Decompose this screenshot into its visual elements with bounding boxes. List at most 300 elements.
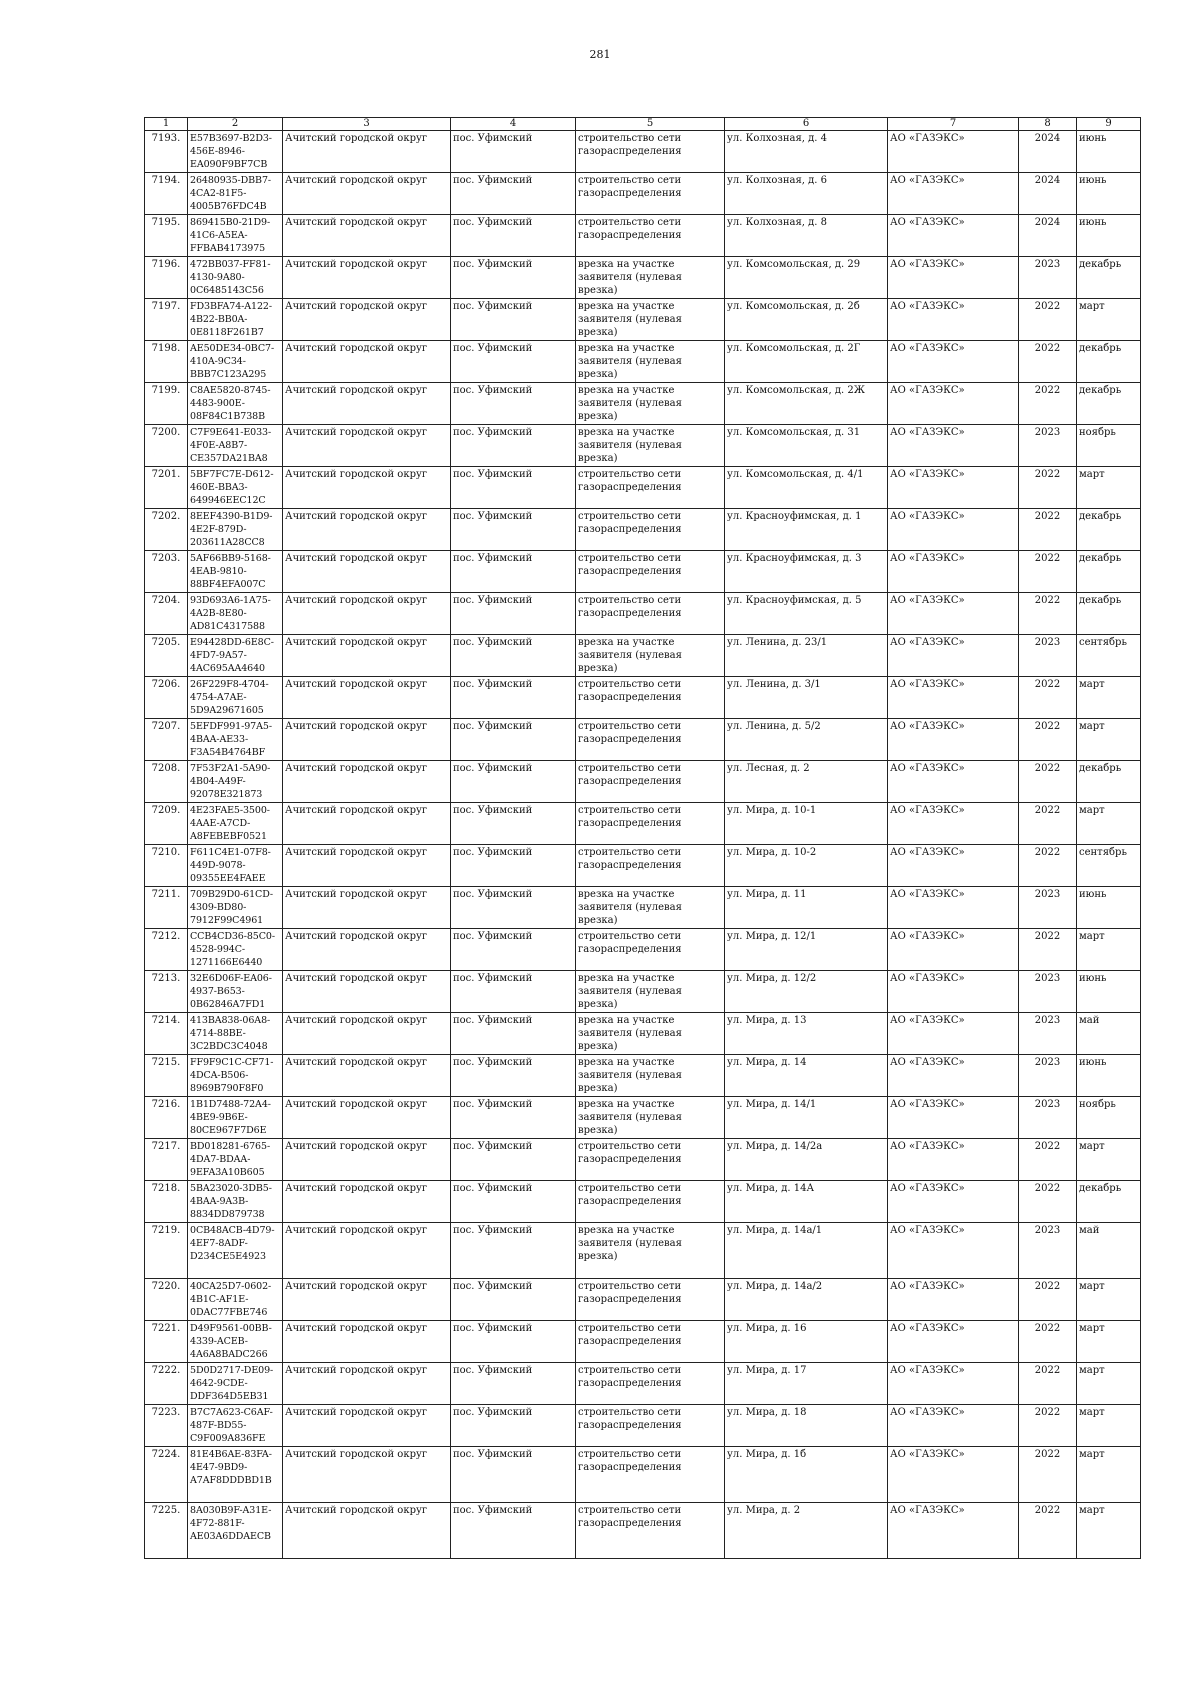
year-cell: 2023 bbox=[1019, 257, 1077, 299]
guid-cell: 5BF7FC7E-D612-460E-BBA3-649946EEC12C bbox=[188, 467, 283, 509]
settlement-cell: пос. Уфимский bbox=[451, 1139, 576, 1181]
settlement-cell: пос. Уфимский bbox=[451, 1503, 576, 1559]
address-cell: ул. Мира, д. 2 bbox=[725, 1503, 888, 1559]
row-number-cell: 7204. bbox=[145, 593, 188, 635]
address-cell: ул. Ленина, д. 3/1 bbox=[725, 677, 888, 719]
district-cell: Ачитский городской округ bbox=[283, 1503, 451, 1559]
table-row bbox=[145, 1405, 1141, 1447]
work-type-cell: строительство сети газораспределения bbox=[576, 593, 725, 635]
column-header: 2 bbox=[188, 118, 283, 131]
table-row bbox=[145, 383, 1141, 425]
guid-cell: 4E23FAE5-3500-4AAE-A7CD-A8FEBEBF0521 bbox=[188, 803, 283, 845]
organization-cell: АО «ГАЗЭКС» bbox=[888, 1321, 1019, 1363]
district-cell: Ачитский городской округ bbox=[283, 509, 451, 551]
district-cell: Ачитский городской округ bbox=[283, 635, 451, 677]
month-cell: март bbox=[1077, 677, 1141, 719]
work-type-cell: врезка на участке заявителя (нулевая врезка) bbox=[576, 1097, 725, 1139]
settlement-cell: пос. Уфимский bbox=[451, 677, 576, 719]
guid-cell: BD018281-6765-4DA7-BDAA-9EFA3A10B605 bbox=[188, 1139, 283, 1181]
address-cell: ул. Мира, д. 14/1 bbox=[725, 1097, 888, 1139]
organization-cell: АО «ГАЗЭКС» bbox=[888, 341, 1019, 383]
guid-cell: C8AE5820-8745-4483-900E-08F84C1B738B bbox=[188, 383, 283, 425]
guid-cell: 1B1D7488-72A4-4BE9-9B6E-80CE967F7D6E bbox=[188, 1097, 283, 1139]
guid-cell: 8A030B9F-A31E-4F72-881F-AE03A6DDAECB bbox=[188, 1503, 283, 1559]
guid-cell: 26480935-DBB7-4CA2-81F5-4005B76FDC4B bbox=[188, 173, 283, 215]
organization-cell: АО «ГАЗЭКС» bbox=[888, 887, 1019, 929]
district-cell: Ачитский городской округ bbox=[283, 383, 451, 425]
year-cell: 2023 bbox=[1019, 635, 1077, 677]
month-cell: март bbox=[1077, 803, 1141, 845]
guid-cell: 709B29D0-61CD-4309-BD80-7912F99C4961 bbox=[188, 887, 283, 929]
organization-cell: АО «ГАЗЭКС» bbox=[888, 719, 1019, 761]
month-cell: декабрь bbox=[1077, 551, 1141, 593]
column-header: 1 bbox=[145, 118, 188, 131]
address-cell: ул. Мира, д. 14а/2 bbox=[725, 1279, 888, 1321]
district-cell: Ачитский городской округ bbox=[283, 719, 451, 761]
month-cell: март bbox=[1077, 1139, 1141, 1181]
table-row bbox=[145, 887, 1141, 929]
month-cell: декабрь bbox=[1077, 383, 1141, 425]
month-cell: июнь bbox=[1077, 131, 1141, 173]
table-row bbox=[145, 299, 1141, 341]
guid-cell: FF9F9C1C-CF71-4DCA-B506-8969B790F8F0 bbox=[188, 1055, 283, 1097]
district-cell: Ачитский городской округ bbox=[283, 1279, 451, 1321]
table-row bbox=[145, 551, 1141, 593]
year-cell: 2024 bbox=[1019, 173, 1077, 215]
table-row bbox=[145, 677, 1141, 719]
address-cell: ул. Ленина, д. 5/2 bbox=[725, 719, 888, 761]
table-row bbox=[145, 341, 1141, 383]
year-cell: 2023 bbox=[1019, 971, 1077, 1013]
guid-cell: 413BA838-06A8-4714-88BE-3C2BDC3C4048 bbox=[188, 1013, 283, 1055]
settlement-cell: пос. Уфимский bbox=[451, 1363, 576, 1405]
month-cell: май bbox=[1077, 1223, 1141, 1279]
table-row bbox=[145, 803, 1141, 845]
work-type-cell: врезка на участке заявителя (нулевая врезка) bbox=[576, 1055, 725, 1097]
organization-cell: АО «ГАЗЭКС» bbox=[888, 509, 1019, 551]
row-number-cell: 7211. bbox=[145, 887, 188, 929]
organization-cell: АО «ГАЗЭКС» bbox=[888, 1223, 1019, 1279]
month-cell: декабрь bbox=[1077, 341, 1141, 383]
work-type-cell: врезка на участке заявителя (нулевая врезка) bbox=[576, 257, 725, 299]
row-number-cell: 7220. bbox=[145, 1279, 188, 1321]
district-cell: Ачитский городской округ bbox=[283, 257, 451, 299]
organization-cell: АО «ГАЗЭКС» bbox=[888, 299, 1019, 341]
year-cell: 2022 bbox=[1019, 551, 1077, 593]
settlement-cell: пос. Уфимский bbox=[451, 971, 576, 1013]
row-number-cell: 7194. bbox=[145, 173, 188, 215]
settlement-cell: пос. Уфимский bbox=[451, 1321, 576, 1363]
year-cell: 2023 bbox=[1019, 887, 1077, 929]
settlement-cell: пос. Уфимский bbox=[451, 1013, 576, 1055]
month-cell: июнь bbox=[1077, 1055, 1141, 1097]
column-header: 8 bbox=[1019, 118, 1077, 131]
organization-cell: АО «ГАЗЭКС» bbox=[888, 1363, 1019, 1405]
month-cell: июнь bbox=[1077, 971, 1141, 1013]
month-cell: март bbox=[1077, 1447, 1141, 1503]
guid-cell: C7F9E641-E033-4F0E-A8B7-CE357DA21BA8 bbox=[188, 425, 283, 467]
work-type-cell: строительство сети газораспределения bbox=[576, 1321, 725, 1363]
organization-cell: АО «ГАЗЭКС» bbox=[888, 551, 1019, 593]
table-row bbox=[145, 1223, 1141, 1279]
guid-cell: 7F53F2A1-5A90-4B04-A49F-92078E321873 bbox=[188, 761, 283, 803]
guid-cell: 0CB48ACB-4D79-4EF7-8ADF-D234CE5E4923 bbox=[188, 1223, 283, 1279]
district-cell: Ачитский городской округ bbox=[283, 425, 451, 467]
row-number-cell: 7205. bbox=[145, 635, 188, 677]
settlement-cell: пос. Уфимский bbox=[451, 467, 576, 509]
month-cell: декабрь bbox=[1077, 257, 1141, 299]
settlement-cell: пос. Уфимский bbox=[451, 1279, 576, 1321]
organization-cell: АО «ГАЗЭКС» bbox=[888, 929, 1019, 971]
district-cell: Ачитский городской округ bbox=[283, 677, 451, 719]
settlement-cell: пос. Уфимский bbox=[451, 257, 576, 299]
organization-cell: АО «ГАЗЭКС» bbox=[888, 761, 1019, 803]
work-type-cell: строительство сети газораспределения bbox=[576, 173, 725, 215]
district-cell: Ачитский городской округ bbox=[283, 1223, 451, 1279]
organization-cell: АО «ГАЗЭКС» bbox=[888, 215, 1019, 257]
year-cell: 2022 bbox=[1019, 929, 1077, 971]
row-number-cell: 7203. bbox=[145, 551, 188, 593]
guid-cell: 26F229F8-4704-4754-A7AE-5D9A29671605 bbox=[188, 677, 283, 719]
settlement-cell: пос. Уфимский bbox=[451, 215, 576, 257]
guid-cell: E57B3697-B2D3-456E-8946-EA090F9BF7CB bbox=[188, 131, 283, 173]
year-cell: 2022 bbox=[1019, 299, 1077, 341]
settlement-cell: пос. Уфимский bbox=[451, 1055, 576, 1097]
address-cell: ул. Мира, д. 12/1 bbox=[725, 929, 888, 971]
guid-cell: 32E6D06F-EA06-4937-B653-0B62846A7FD1 bbox=[188, 971, 283, 1013]
table-row bbox=[145, 1097, 1141, 1139]
work-type-cell: строительство сети газораспределения bbox=[576, 677, 725, 719]
address-cell: ул. Комсомольская, д. 4/1 bbox=[725, 467, 888, 509]
year-cell: 2023 bbox=[1019, 1013, 1077, 1055]
gas-distribution-table bbox=[144, 117, 1141, 1559]
work-type-cell: строительство сети газораспределения bbox=[576, 467, 725, 509]
guid-cell: 472BB037-FF81-4130-9A80-0C6485143C56 bbox=[188, 257, 283, 299]
guid-cell: 8EEF4390-B1D9-4E2F-879D-203611A28CC8 bbox=[188, 509, 283, 551]
row-number-cell: 7206. bbox=[145, 677, 188, 719]
address-cell: ул. Красноуфимская, д. 3 bbox=[725, 551, 888, 593]
guid-cell: 5AF66BB9-5168-4EAB-9810-88BF4EFA007C bbox=[188, 551, 283, 593]
work-type-cell: строительство сети газораспределения bbox=[576, 845, 725, 887]
guid-cell: B7C7A623-C6AF-487F-BD55-C9F009A836FE bbox=[188, 1405, 283, 1447]
row-number-cell: 7215. bbox=[145, 1055, 188, 1097]
work-type-cell: строительство сети газораспределения bbox=[576, 509, 725, 551]
settlement-cell: пос. Уфимский bbox=[451, 593, 576, 635]
organization-cell: АО «ГАЗЭКС» bbox=[888, 1055, 1019, 1097]
work-type-cell: строительство сети газораспределения bbox=[576, 1363, 725, 1405]
address-cell: ул. Комсомольская, д. 2Ж bbox=[725, 383, 888, 425]
row-number-cell: 7224. bbox=[145, 1447, 188, 1503]
district-cell: Ачитский городской округ bbox=[283, 761, 451, 803]
work-type-cell: строительство сети газораспределения bbox=[576, 1405, 725, 1447]
month-cell: ноябрь bbox=[1077, 1097, 1141, 1139]
column-header: 4 bbox=[451, 118, 576, 131]
row-number-cell: 7214. bbox=[145, 1013, 188, 1055]
year-cell: 2022 bbox=[1019, 467, 1077, 509]
district-cell: Ачитский городской округ bbox=[283, 173, 451, 215]
guid-cell: CCB4CD36-85C0-4528-994C-1271166E6440 bbox=[188, 929, 283, 971]
year-cell: 2022 bbox=[1019, 383, 1077, 425]
table-row bbox=[145, 467, 1141, 509]
table-row bbox=[145, 257, 1141, 299]
work-type-cell: строительство сети газораспределения bbox=[576, 1447, 725, 1503]
month-cell: декабрь bbox=[1077, 761, 1141, 803]
month-cell: март bbox=[1077, 929, 1141, 971]
table-row bbox=[145, 425, 1141, 467]
row-number-cell: 7223. bbox=[145, 1405, 188, 1447]
work-type-cell: врезка на участке заявителя (нулевая врезка) bbox=[576, 1223, 725, 1279]
address-cell: ул. Ленина, д. 23/1 bbox=[725, 635, 888, 677]
guid-cell: E94428DD-6E8C-4FD7-9A57-4AC695AA4640 bbox=[188, 635, 283, 677]
year-cell: 2022 bbox=[1019, 509, 1077, 551]
table-row bbox=[145, 131, 1141, 173]
guid-cell: D49F9561-00BB-4339-ACEB-4A6A8BADC266 bbox=[188, 1321, 283, 1363]
work-type-cell: строительство сети газораспределения bbox=[576, 1181, 725, 1223]
work-type-cell: строительство сети газораспределения bbox=[576, 929, 725, 971]
guid-cell: 869415B0-21D9-41C6-A5EA-FFBAB4173975 bbox=[188, 215, 283, 257]
row-number-cell: 7208. bbox=[145, 761, 188, 803]
guid-cell: 5D0D2717-DE09-4642-9CDE-DDF364D5EB31 bbox=[188, 1363, 283, 1405]
work-type-cell: строительство сети газораспределения bbox=[576, 1139, 725, 1181]
work-type-cell: врезка на участке заявителя (нулевая врезка) bbox=[576, 971, 725, 1013]
row-number-cell: 7221. bbox=[145, 1321, 188, 1363]
month-cell: март bbox=[1077, 1405, 1141, 1447]
row-number-cell: 7210. bbox=[145, 845, 188, 887]
table-row bbox=[145, 1181, 1141, 1223]
address-cell: ул. Комсомольская, д. 31 bbox=[725, 425, 888, 467]
guid-cell: AE50DE34-0BC7-410A-9C34-BBB7C123A295 bbox=[188, 341, 283, 383]
table-row bbox=[145, 215, 1141, 257]
work-type-cell: врезка на участке заявителя (нулевая врезка) bbox=[576, 635, 725, 677]
month-cell: сентябрь bbox=[1077, 845, 1141, 887]
address-cell: ул. Мира, д. 11 bbox=[725, 887, 888, 929]
address-cell: ул. Мира, д. 1б bbox=[725, 1447, 888, 1503]
organization-cell: АО «ГАЗЭКС» bbox=[888, 635, 1019, 677]
district-cell: Ачитский городской округ bbox=[283, 929, 451, 971]
table-row bbox=[145, 761, 1141, 803]
organization-cell: АО «ГАЗЭКС» bbox=[888, 173, 1019, 215]
row-number-cell: 7207. bbox=[145, 719, 188, 761]
address-cell: ул. Колхозная, д. 4 bbox=[725, 131, 888, 173]
month-cell: март bbox=[1077, 1321, 1141, 1363]
work-type-cell: строительство сети газораспределения bbox=[576, 215, 725, 257]
table-row bbox=[145, 719, 1141, 761]
month-cell: март bbox=[1077, 719, 1141, 761]
year-cell: 2022 bbox=[1019, 1279, 1077, 1321]
year-cell: 2024 bbox=[1019, 131, 1077, 173]
district-cell: Ачитский городской округ bbox=[283, 1363, 451, 1405]
organization-cell: АО «ГАЗЭКС» bbox=[888, 1503, 1019, 1559]
row-number-cell: 7199. bbox=[145, 383, 188, 425]
year-cell: 2022 bbox=[1019, 719, 1077, 761]
settlement-cell: пос. Уфимский bbox=[451, 509, 576, 551]
table-row bbox=[145, 1447, 1141, 1503]
organization-cell: АО «ГАЗЭКС» bbox=[888, 845, 1019, 887]
month-cell: март bbox=[1077, 467, 1141, 509]
settlement-cell: пос. Уфимский bbox=[451, 1097, 576, 1139]
row-number-cell: 7222. bbox=[145, 1363, 188, 1405]
address-cell: ул. Мира, д. 14а/1 bbox=[725, 1223, 888, 1279]
district-cell: Ачитский городской округ bbox=[283, 341, 451, 383]
year-cell: 2023 bbox=[1019, 1097, 1077, 1139]
district-cell: Ачитский городской округ bbox=[283, 1181, 451, 1223]
month-cell: март bbox=[1077, 1279, 1141, 1321]
district-cell: Ачитский городской округ bbox=[283, 131, 451, 173]
year-cell: 2022 bbox=[1019, 1181, 1077, 1223]
month-cell: декабрь bbox=[1077, 593, 1141, 635]
guid-cell: 93D693A6-1A75-4A2B-8E80-AD81C4317588 bbox=[188, 593, 283, 635]
organization-cell: АО «ГАЗЭКС» bbox=[888, 1279, 1019, 1321]
settlement-cell: пос. Уфимский bbox=[451, 173, 576, 215]
district-cell: Ачитский городской округ bbox=[283, 1013, 451, 1055]
guid-cell: FD3BFA74-A122-4B22-BB0A-0E8118F261B7 bbox=[188, 299, 283, 341]
row-number-cell: 7212. bbox=[145, 929, 188, 971]
row-number-cell: 7201. bbox=[145, 467, 188, 509]
row-number-cell: 7225. bbox=[145, 1503, 188, 1559]
table-row bbox=[145, 1363, 1141, 1405]
district-cell: Ачитский городской округ bbox=[283, 971, 451, 1013]
month-cell: март bbox=[1077, 1363, 1141, 1405]
address-cell: ул. Мира, д. 17 bbox=[725, 1363, 888, 1405]
address-cell: ул. Мира, д. 14/2а bbox=[725, 1139, 888, 1181]
settlement-cell: пос. Уфимский bbox=[451, 425, 576, 467]
year-cell: 2022 bbox=[1019, 1363, 1077, 1405]
month-cell: июнь bbox=[1077, 887, 1141, 929]
year-cell: 2022 bbox=[1019, 803, 1077, 845]
work-type-cell: врезка на участке заявителя (нулевая врезка) bbox=[576, 425, 725, 467]
row-number-cell: 7198. bbox=[145, 341, 188, 383]
row-number-cell: 7213. bbox=[145, 971, 188, 1013]
organization-cell: АО «ГАЗЭКС» bbox=[888, 971, 1019, 1013]
organization-cell: АО «ГАЗЭКС» bbox=[888, 1405, 1019, 1447]
row-number-cell: 7216. bbox=[145, 1097, 188, 1139]
month-cell: декабрь bbox=[1077, 1181, 1141, 1223]
work-type-cell: строительство сети газораспределения bbox=[576, 1279, 725, 1321]
district-cell: Ачитский городской округ bbox=[283, 215, 451, 257]
year-cell: 2022 bbox=[1019, 761, 1077, 803]
month-cell: июнь bbox=[1077, 215, 1141, 257]
table-row bbox=[145, 173, 1141, 215]
district-cell: Ачитский городской округ bbox=[283, 1447, 451, 1503]
settlement-cell: пос. Уфимский bbox=[451, 1447, 576, 1503]
address-cell: ул. Комсомольская, д. 2б bbox=[725, 299, 888, 341]
address-cell: ул. Мира, д. 14 bbox=[725, 1055, 888, 1097]
guid-cell: 81E4B6AE-83FA-4E47-9BD9-A7AF8DDDBD1B bbox=[188, 1447, 283, 1503]
address-cell: ул. Красноуфимская, д. 5 bbox=[725, 593, 888, 635]
month-cell: ноябрь bbox=[1077, 425, 1141, 467]
page-number: 281 bbox=[589, 48, 611, 61]
district-cell: Ачитский городской округ bbox=[283, 845, 451, 887]
year-cell: 2022 bbox=[1019, 1503, 1077, 1559]
address-cell: ул. Мира, д. 10-1 bbox=[725, 803, 888, 845]
year-cell: 2022 bbox=[1019, 845, 1077, 887]
row-number-cell: 7195. bbox=[145, 215, 188, 257]
district-cell: Ачитский городской округ bbox=[283, 593, 451, 635]
organization-cell: АО «ГАЗЭКС» bbox=[888, 1097, 1019, 1139]
work-type-cell: строительство сети газораспределения bbox=[576, 1503, 725, 1559]
table-row bbox=[145, 971, 1141, 1013]
month-cell: март bbox=[1077, 299, 1141, 341]
column-header: 7 bbox=[888, 118, 1019, 131]
table-row bbox=[145, 1139, 1141, 1181]
work-type-cell: строительство сети газораспределения bbox=[576, 761, 725, 803]
district-cell: Ачитский городской округ bbox=[283, 1405, 451, 1447]
work-type-cell: врезка на участке заявителя (нулевая врезка) bbox=[576, 299, 725, 341]
month-cell: март bbox=[1077, 1503, 1141, 1559]
guid-cell: 5BA23020-3DB5-4BAA-9A3B-8834DD879738 bbox=[188, 1181, 283, 1223]
row-number-cell: 7202. bbox=[145, 509, 188, 551]
address-cell: ул. Мира, д. 13 bbox=[725, 1013, 888, 1055]
organization-cell: АО «ГАЗЭКС» bbox=[888, 1013, 1019, 1055]
table-row bbox=[145, 635, 1141, 677]
settlement-cell: пос. Уфимский bbox=[451, 1405, 576, 1447]
settlement-cell: пос. Уфимский bbox=[451, 887, 576, 929]
column-header: 3 bbox=[283, 118, 451, 131]
work-type-cell: врезка на участке заявителя (нулевая врезка) bbox=[576, 341, 725, 383]
district-cell: Ачитский городской округ bbox=[283, 551, 451, 593]
table-row bbox=[145, 1055, 1141, 1097]
address-cell: ул. Лесная, д. 2 bbox=[725, 761, 888, 803]
organization-cell: АО «ГАЗЭКС» bbox=[888, 383, 1019, 425]
organization-cell: АО «ГАЗЭКС» bbox=[888, 803, 1019, 845]
guid-cell: 5EFDF991-97A5-4BAA-AE33-F3A54B4764BF bbox=[188, 719, 283, 761]
table-row bbox=[145, 1503, 1141, 1559]
settlement-cell: пос. Уфимский bbox=[451, 635, 576, 677]
organization-cell: АО «ГАЗЭКС» bbox=[888, 467, 1019, 509]
organization-cell: АО «ГАЗЭКС» bbox=[888, 425, 1019, 467]
row-number-cell: 7218. bbox=[145, 1181, 188, 1223]
year-cell: 2023 bbox=[1019, 1223, 1077, 1279]
work-type-cell: врезка на участке заявителя (нулевая врезка) bbox=[576, 1013, 725, 1055]
row-number-cell: 7200. bbox=[145, 425, 188, 467]
settlement-cell: пос. Уфимский bbox=[451, 131, 576, 173]
work-type-cell: врезка на участке заявителя (нулевая врезка) bbox=[576, 383, 725, 425]
settlement-cell: пос. Уфимский bbox=[451, 845, 576, 887]
settlement-cell: пос. Уфимский bbox=[451, 383, 576, 425]
organization-cell: АО «ГАЗЭКС» bbox=[888, 1447, 1019, 1503]
organization-cell: АО «ГАЗЭКС» bbox=[888, 593, 1019, 635]
address-cell: ул. Колхозная, д. 8 bbox=[725, 215, 888, 257]
organization-cell: АО «ГАЗЭКС» bbox=[888, 131, 1019, 173]
column-number-row bbox=[145, 118, 1141, 131]
settlement-cell: пос. Уфимский bbox=[451, 1181, 576, 1223]
work-type-cell: строительство сети газораспределения bbox=[576, 131, 725, 173]
row-number-cell: 7193. bbox=[145, 131, 188, 173]
district-cell: Ачитский городской округ bbox=[283, 1321, 451, 1363]
column-header: 5 bbox=[576, 118, 725, 131]
row-number-cell: 7217. bbox=[145, 1139, 188, 1181]
work-type-cell: строительство сети газораспределения bbox=[576, 719, 725, 761]
table-row bbox=[145, 845, 1141, 887]
year-cell: 2022 bbox=[1019, 1447, 1077, 1503]
organization-cell: АО «ГАЗЭКС» bbox=[888, 677, 1019, 719]
year-cell: 2022 bbox=[1019, 1139, 1077, 1181]
settlement-cell: пос. Уфимский bbox=[451, 761, 576, 803]
column-header: 6 bbox=[725, 118, 888, 131]
address-cell: ул. Комсомольская, д. 29 bbox=[725, 257, 888, 299]
address-cell: ул. Мира, д. 18 bbox=[725, 1405, 888, 1447]
row-number-cell: 7219. bbox=[145, 1223, 188, 1279]
organization-cell: АО «ГАЗЭКС» bbox=[888, 257, 1019, 299]
settlement-cell: пос. Уфимский bbox=[451, 299, 576, 341]
settlement-cell: пос. Уфимский bbox=[451, 1223, 576, 1279]
settlement-cell: пос. Уфимский bbox=[451, 341, 576, 383]
district-cell: Ачитский городской округ bbox=[283, 803, 451, 845]
table-row bbox=[145, 1321, 1141, 1363]
work-type-cell: строительство сети газораспределения bbox=[576, 551, 725, 593]
table-row bbox=[145, 509, 1141, 551]
district-cell: Ачитский городской округ bbox=[283, 887, 451, 929]
